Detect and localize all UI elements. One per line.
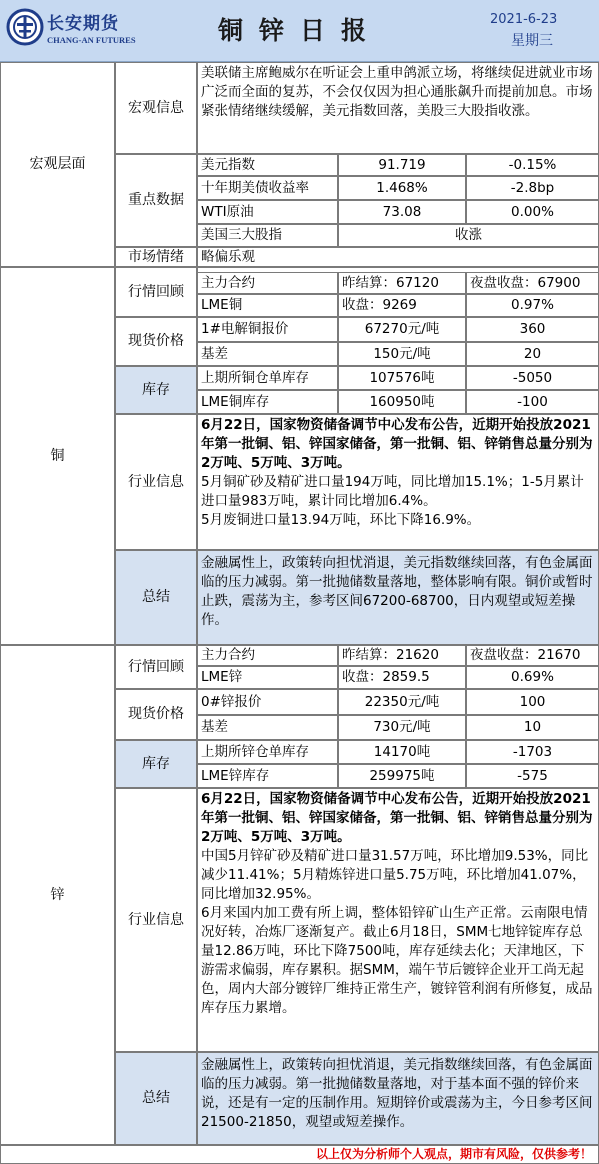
company-name-en: CHANG-AN FUTURES — [47, 35, 136, 45]
copper-section-label: 铜 — [0, 267, 115, 645]
copper-basis-name: 基差 — [197, 342, 338, 366]
dxy-change: -0.15% — [466, 154, 599, 176]
wti-change: 0.00% — [466, 200, 599, 224]
lme-zinc-stock-name: LME锌库存 — [197, 764, 338, 788]
copper-basis-value: 150元/吨 — [338, 342, 466, 366]
lme-copper-close: 收盘：9269 — [338, 294, 466, 317]
zinc-spot-label: 现货价格 — [115, 689, 197, 740]
copper-spot-name: 1#电解铜报价 — [197, 317, 338, 342]
copper-industry-para-1: 5月铜矿砂及精矿进口量194万吨，同比增加15.1%；1-5月累计进口量983万吨，累计同比增加6.4%。 — [201, 474, 584, 509]
zinc-summary-label: 总结 — [115, 1052, 197, 1145]
lme-zinc-stock-value: 259975吨 — [338, 764, 466, 788]
dxy-value: 91.719 — [338, 154, 466, 176]
shfe-zinc-stock-name: 上期所锌仓单库存 — [197, 740, 338, 764]
ust10y-name: 十年期美债收益率 — [197, 176, 338, 200]
us-indices-name: 美国三大股指 — [197, 224, 338, 247]
zinc-night-close: 夜盘收盘：21670 — [466, 645, 599, 666]
wti-name: WTI原油 — [197, 200, 338, 224]
dxy-name: 美元指数 — [197, 154, 338, 176]
lme-copper-stock-change: -100 — [466, 390, 599, 414]
zinc-stock-label: 库存 — [115, 740, 197, 788]
zinc-industry-label: 行业信息 — [115, 788, 197, 1052]
us-indices-value: 收涨 — [338, 224, 599, 247]
macro-news-label: 宏观信息 — [115, 62, 197, 154]
disclaimer-footer: 以上仅为分析师个人观点，期市有风险，仅供参考！ — [0, 1145, 599, 1164]
copper-night-close: 夜盘收盘：67900 — [466, 272, 599, 294]
lme-zinc-change: 0.69% — [466, 666, 599, 689]
report-date: 2021-6-23 — [490, 12, 558, 27]
shfe-zinc-stock-value: 14170吨 — [338, 740, 466, 764]
lme-copper-stock-value: 160950吨 — [338, 390, 466, 414]
shfe-copper-stock-change: -5050 — [466, 366, 599, 390]
zinc-summary-text: 金融属性上，政策转向担忧消退，美元指数继续回落，有色金属面临的压力减弱。第一批抛储数量落地，对于基本面不强的锌价来说，还是有一定的压制作用。短期锌价或震荡为主，今日参考区间21500-21850，观望或短差操作。 — [197, 1052, 599, 1145]
copper-prev-settle: 昨结算：67120 — [338, 272, 466, 294]
copper-review-top-gap — [197, 267, 599, 273]
copper-spot-label: 现货价格 — [115, 317, 197, 366]
macro-section-label: 宏观层面 — [0, 62, 115, 267]
macro-news-text: 美联储主席鲍威尔在听证会上重申鸽派立场，将继续促进就业市场广泛而全面的复苏，不会仅仅因为担心通胀飙升而提前加息。市场紧张情绪继续缓解，美元指数回落，美股三大股指收涨。 — [197, 62, 599, 154]
report-weekday: 星期三 — [511, 33, 553, 49]
copper-spot-value: 67270元/吨 — [338, 317, 466, 342]
copper-review-label: 行情回顾 — [115, 267, 197, 317]
zinc-main-contract-label: 主力合约 — [197, 645, 338, 666]
copper-spot-change: 360 — [466, 317, 599, 342]
zinc-spot-change: 100 — [466, 689, 599, 715]
lme-copper-change: 0.97% — [466, 294, 599, 317]
company-name-cn: 长安期货 — [47, 14, 119, 34]
copper-summary-text: 金融属性上，政策转向担忧消退，美元指数继续回落，有色金属面临的压力减弱。第一批抛储数量落地，整体影响有限。铜价或暂时止跌，震荡为主，参考区间67200-68700，日内观望或短差操作。 — [197, 550, 599, 645]
copper-industry-para-2: 5月废铜进口量13.94万吨，环比下降16.9%。 — [201, 512, 481, 528]
macro-key-data-label: 重点数据 — [115, 154, 197, 247]
zinc-basis-change: 10 — [466, 715, 599, 740]
zinc-industry-text — [197, 788, 599, 1052]
copper-stock-label: 库存 — [115, 366, 197, 414]
shfe-copper-stock-value: 107576吨 — [338, 366, 466, 390]
lme-copper-label: LME铜 — [197, 294, 338, 317]
company-logo-icon — [6, 8, 44, 46]
lme-zinc-close: 收盘：2859.5 — [338, 666, 466, 689]
ust10y-change: -2.8bp — [466, 176, 599, 200]
shfe-zinc-stock-change: -1703 — [466, 740, 599, 764]
zinc-prev-settle: 昨结算：21620 — [338, 645, 466, 666]
report-header — [0, 0, 599, 62]
copper-basis-change: 20 — [466, 342, 599, 366]
wti-value: 73.08 — [338, 200, 466, 224]
zinc-basis-value: 730元/吨 — [338, 715, 466, 740]
zinc-review-label: 行情回顾 — [115, 645, 197, 689]
shfe-copper-stock-name: 上期所铜仓单库存 — [197, 366, 338, 390]
ust10y-value: 1.468% — [338, 176, 466, 200]
copper-industry-text — [197, 414, 599, 550]
copper-summary-label: 总结 — [115, 550, 197, 645]
copper-main-contract-label: 主力合约 — [197, 272, 338, 294]
market-sentiment-value: 略偏乐观 — [197, 247, 599, 267]
copper-industry-headline: 6月22日，国家物资储备调节中心发布公告，近期开始投放2021年第一批铜、铝、锌国家储备，第一批铜、铝、锌销售总量分别为2万吨、5万吨、3万吨。 — [201, 417, 593, 471]
lme-zinc-stock-change: -575 — [466, 764, 599, 788]
zinc-spot-value: 22350元/吨 — [338, 689, 466, 715]
copper-industry-label: 行业信息 — [115, 414, 197, 550]
zinc-industry-para-2: 6月来国内加工费有所上调，整体铅锌矿山生产正常。云南限电情况好转，冶炼厂逐渐复产。截止6月18日，SMM七地锌锭库存总量12.86万吨，环比下降7500吨，库存延续去化；天津地区，下游需求偏弱，库存累积。据SMM，端午节后镀锌企业开工尚无起色，周内大部分镀锌厂维持正常生产，镀锌管利润有所修复，成品库存压力累增。 — [201, 905, 593, 1016]
zinc-section-label: 锌 — [0, 645, 115, 1145]
lme-copper-stock-name: LME铜库存 — [197, 390, 338, 414]
zinc-industry-para-1: 中国5月锌矿砂及精矿进口量31.57万吨，环比增加9.53%，同比减少11.41%；5月精炼锌进口量5.75万吨，环比增加41.07%，同比增加32.95%。 — [201, 848, 589, 902]
market-sentiment-label: 市场情绪 — [115, 247, 197, 267]
zinc-basis-name: 基差 — [197, 715, 338, 740]
lme-zinc-label: LME锌 — [197, 666, 338, 689]
zinc-spot-name: 0#锌报价 — [197, 689, 338, 715]
page-title: 铜锌日报 — [218, 16, 383, 45]
zinc-industry-headline: 6月22日，国家物资储备调节中心发布公告，近期开始投放2021年第一批铜、铝、锌国家储备，第一批铜、铝、锌销售总量分别为2万吨、5万吨、3万吨。 — [201, 791, 593, 845]
